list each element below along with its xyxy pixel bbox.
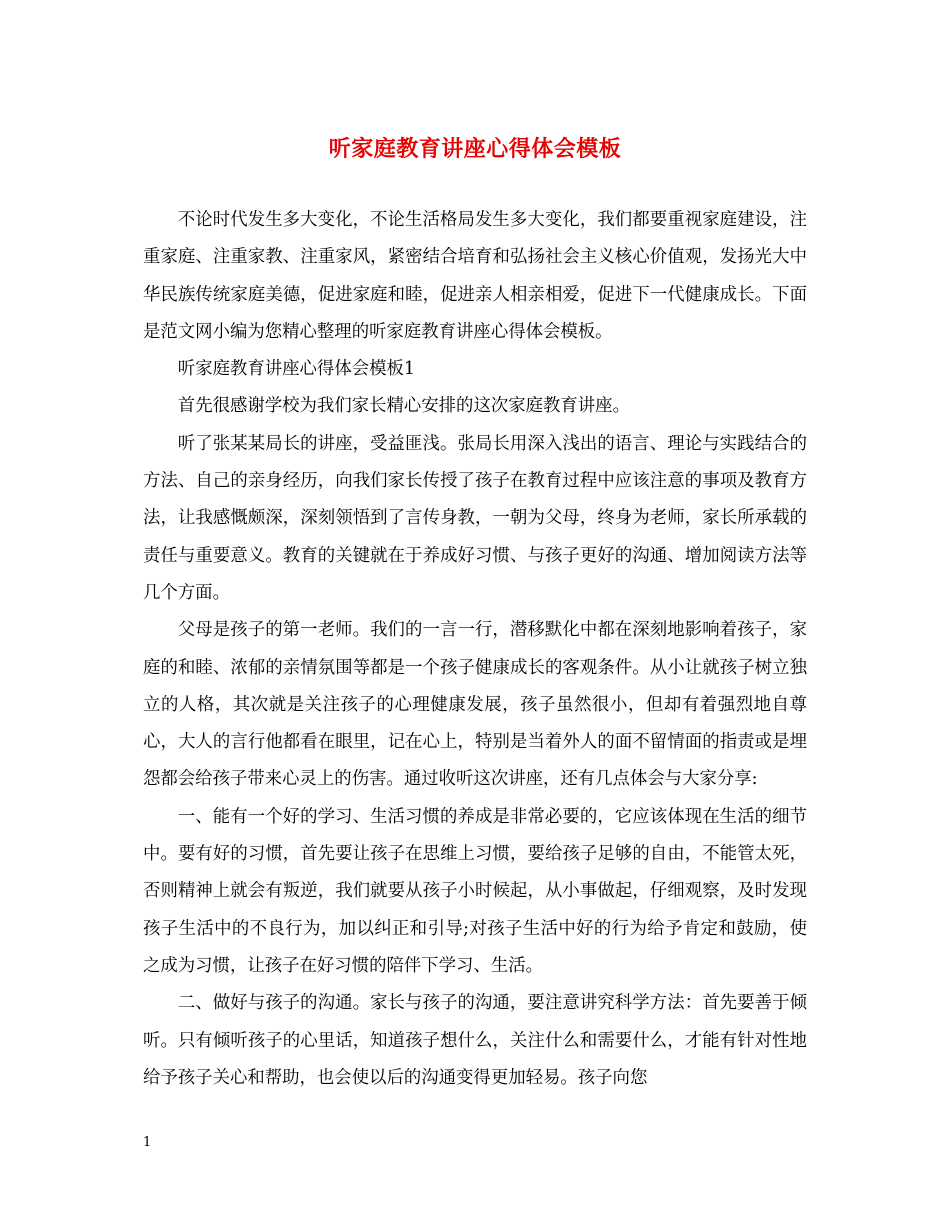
paragraph-lecture-summary: 听了张某某局长的讲座，受益匪浅。张局长用深入浅出的语言、理论与实践结合的方法、自己的亲身经历，向我们家长传授了孩子在教育过程中应该注意的事项及教育方法，让我感慨颇深，深刻领悟到了言传身教，一朝为父母，终身为老师，家长所承载的责任与重要意义。教育的关键就在于养成好习惯、与孩子更好的沟通、增加阅读方法等几个方面。 <box>143 433 807 603</box>
paragraph-section-heading: 听家庭教育讲座心得体会模板1 <box>177 359 415 380</box>
paragraph-point-communication: 二、做好与孩子的沟通。家长与孩子的沟通，要注意讲究科学方法：首先要善于倾听。只有倾听孩子的心里话，知道孩子想什么，关注什么和需要什么，才能有针对性地给予孩子关心和帮助，也会使以后的沟通变得更加轻易。孩子向您 <box>143 993 807 1088</box>
paragraph-parents-first-teacher: 父母是孩子的第一老师。我们的一言一行，潜移默化中都在深刻地影响着孩子，家庭的和睦、浓郁的亲情氛围等都是一个孩子健康成长的客观条件。从小让就孩子树立独立的人格，其次就是关注孩子的心理健康发展，孩子虽然很小，但却有着强烈地自尊心，大人的言行他都看在眼里，记在心上，特别是当着外人的面不留情面的指责或是埋怨都会给孩子带来心灵上的伤害。通过收听这次讲座，还有几点体会与大家分享: <box>143 620 807 790</box>
paragraph-point-habits: 一、能有一个好的学习、生活习惯的养成是非常必要的，它应该体现在生活的细节中。要有好的习惯，首先要让孩子在思维上习惯，要给孩子足够的自由，不能管太死，否则精神上就会有叛逆，我们就要从孩子小时候起，从小事做起，仔细观察，及时发现孩子生活中的不良行为，加以纠正和引导;对孩子生活中好的行为给予肯定和鼓励，使之成为习惯，让孩子在好习惯的陪伴下学习、生活。 <box>143 806 807 976</box>
paragraph-thanks: 首先很感谢学校为我们家长精心安排的这次家庭教育讲座。 <box>177 396 630 417</box>
document-title: 听家庭教育讲座心得体会模板 <box>328 136 622 162</box>
document-body <box>143 202 807 1097</box>
page-number: 1 <box>143 1135 152 1150</box>
paragraph-intro: 不论时代发生多大变化，不论生活格局发生多大变化，我们都要重视家庭建设，注重家庭、注重家教、注重家风，紧密结合培育和弘扬社会主义核心价值观，发扬光大中华民族传统家庭美德，促进家庭和睦，促进亲人相亲相爱，促进下一代健康成长。下面是范文网小编为您精心整理的听家庭教育讲座心得体会模板。 <box>143 210 807 342</box>
